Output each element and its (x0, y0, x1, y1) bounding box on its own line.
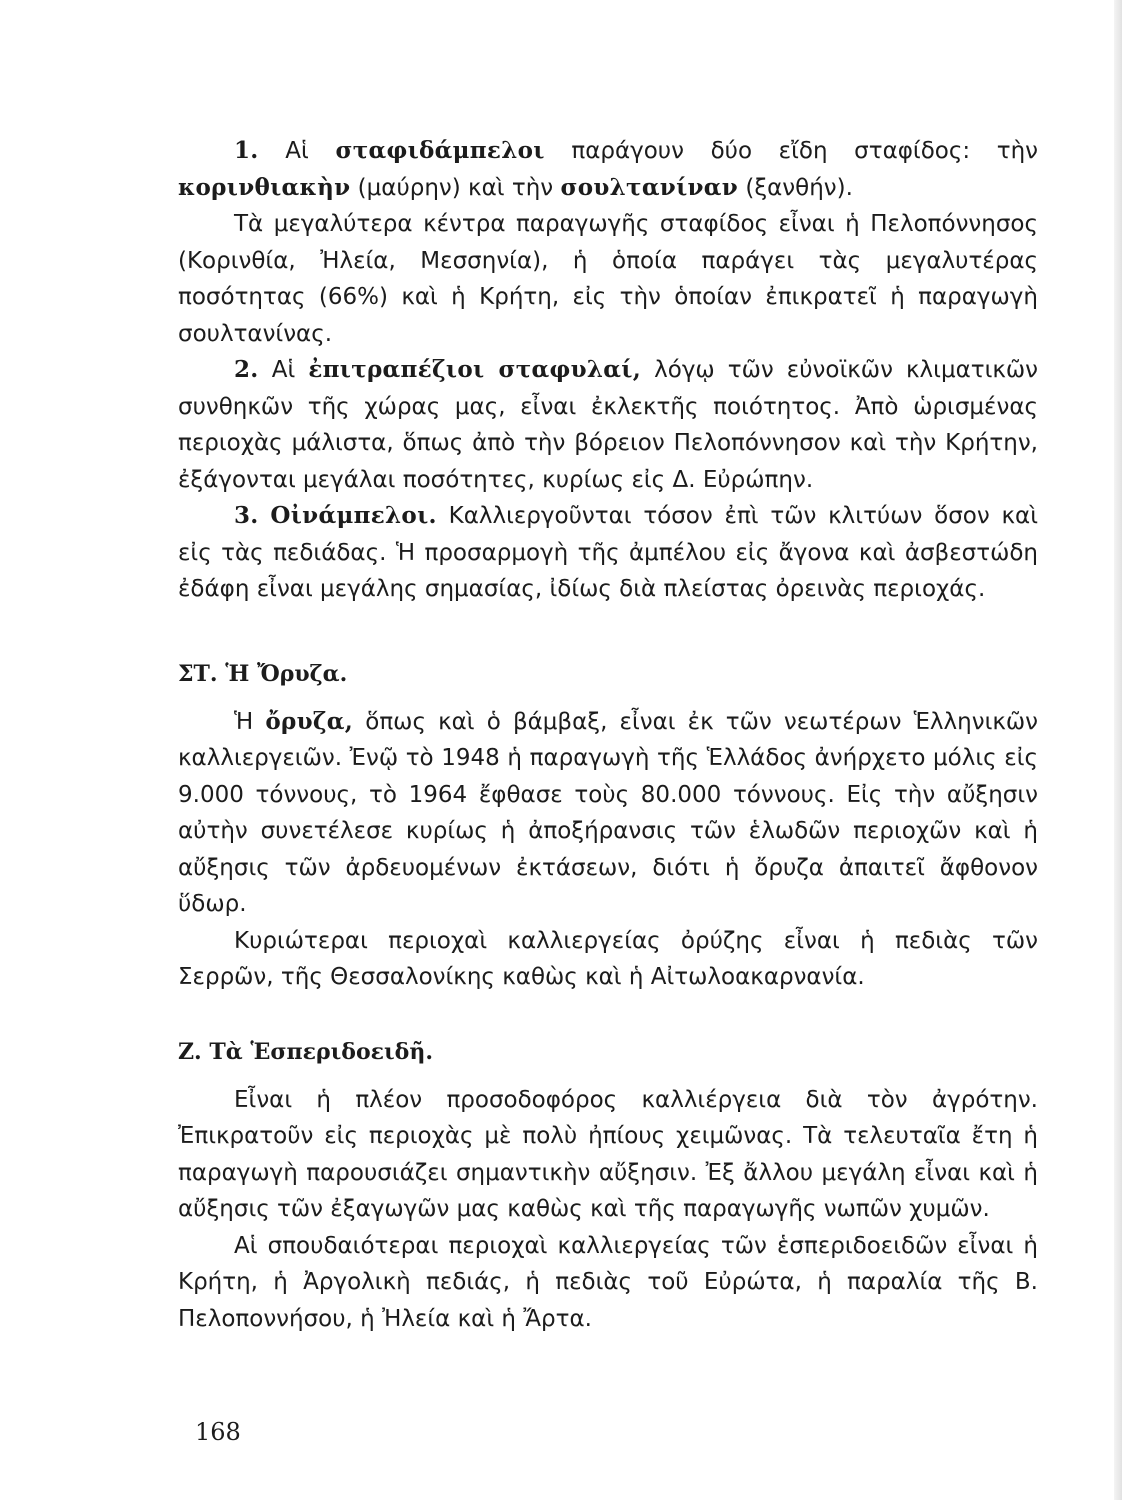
text-run: λόγῳ τῶν εὐνοϊκῶν κλιματικῶν συνθηκῶν τῆς χώρας μας, εἶναι ἐκλεκτῆς ποιότητος. Ἀπὸ ὡρισμένας περιοχὰς μάλιστα, ὅπως ἀπὸ τὴν βόρειον Πελοπόννησον καὶ τὴν Κρήτην, ἐξάγονται μεγάλαι ποσότητες, κυρίως εἰς Δ. Εὐρώπην. (178, 357, 1039, 493)
term-bold: Οἰνάμπελοι. (270, 502, 437, 529)
term-bold: ἐπιτραπέζιοι σταφυλαί, (308, 356, 642, 383)
page-edge (1114, 0, 1122, 1500)
paragraph-citrus-regions: Αἱ σπουδαιότεραι περιοχαὶ καλλιεργείας τῶν ἑσπεριδοειδῶν εἶναι ἡ Κρήτη, ἡ Ἀργολικὴ πεδιάς, ἡ πεδιὰς τοῦ Εὐρώτα, ἡ παραλία τῆς Β. Πελοποννήσου, ἡ Ἠλεία καὶ ἡ Ἄρτα. (178, 1232, 1038, 1332)
paragraph-citrus-overview: Εἶναι ἡ πλέον προσοδοφόρος καλλιέργεια διὰ τὸν ἀγρότην. Ἐπικρατοῦν εἰς περιοχὰς μὲ πολὺ ἠπίους χειμῶνας. Τὰ τελευταῖα ἔτη ἡ παραγωγὴ παρουσιάζει σημαντικὴν αὔξησιν. Ἐξ ἄλλου μεγάλη εἶναι καὶ ἡ αὔξησις τῶν ἐξαγωγῶν μας καθὼς καὶ τῆς παραγωγῆς νωπῶν χυμῶν. (178, 1086, 1038, 1222)
paragraph-wine-vines (178, 498, 1038, 608)
paragraph-table-grapes (178, 352, 1038, 498)
item-number: 3. (234, 502, 259, 529)
text-run: Αἱ (271, 357, 296, 383)
term-bold: ὄρυζα, (265, 707, 354, 735)
paragraph-rice-regions: Κυριώτεραι περιοχαὶ καλλιεργείας ὀρύζης εἶναι ἡ πεδιὰς τῶν Σερρῶν, τῆς Θεσσαλονίκης καθὼς καὶ ἡ Αἰτωλοακαρνανία. (178, 927, 1038, 990)
paragraph-raisin-centers: Τὰ μεγαλύτερα κέντρα παραγωγῆς σταφίδος εἶναι ἡ Πελοπόννησος (Κορινθία, Ἠλεία, Μεσσηνία), ἡ ὁποία παράγει τὰς μεγαλυτέρας ποσότητας (66%) καὶ ἡ Κρήτη, εἰς τὴν ὁποίαν ἐπικρατεῖ ἡ παραγωγὴ σουλτανίνας. (178, 211, 1038, 347)
item-number: 1. (234, 137, 259, 164)
term-bold: σουλτανίναν (560, 173, 739, 201)
page-number: 168 (195, 1418, 241, 1446)
section-heading-rice: ΣΤ. Ἡ Ὄρυζα. (178, 660, 348, 687)
text-block (178, 133, 1038, 1337)
term-bold: σταφιδάμπελοι (335, 137, 545, 164)
text-run: (ξανθήν). (745, 174, 853, 201)
item-number: 2. (234, 356, 259, 383)
text-run: παράγουν δύο εἴδη σταφίδος: τὴν (571, 138, 1039, 164)
text-run: ὅπως καὶ ὁ βάμβαξ, εἶναι ἐκ τῶν νεωτέρων Ἑλληνικῶν καλλιεργειῶν. Ἐνῷ τὸ 1948 ἡ παραγωγὴ τῆς Ἑλλάδος ἀνήρχετο μόλις εἰς 9.000 τόννους, τὸ 1964 ἔφθασε τοὺς 80.000 τόννους. Εἰς τὴν αὔξησιν αὐτὴν συνετέλεσε κυρίως ἡ ἀποξήρανσις τῶν ἑλωδῶν περιοχῶν καὶ ἡ αὔξησις τῶν ἀρδευομένων ἐκτάσεων, διότι ἡ ὄρυζα ἀπαιτεῖ ἄφθονον ὕδωρ. (178, 708, 1039, 917)
text-run: Ἡ (234, 708, 254, 735)
section-heading-citrus: Ζ. Τὰ Ἑσπεριδοειδῆ. (178, 1038, 433, 1065)
term-bold: κορινθιακὴν (178, 173, 351, 201)
text-run: Καλλιεργοῦνται τόσον ἐπὶ τῶν κλιτύων ὅσον καὶ εἰς τὰς πεδιάδας. Ἡ προσαρμογὴ τῆς ἀμπέλου εἰς ἄγονα καὶ ἀσβεστώδη ἐδάφη εἶναι μεγάλης σημασίας, ἰδίως διὰ πλείστας ὀρεινὰς περιοχάς. (178, 503, 1038, 602)
paragraph-rice-history (178, 704, 1038, 923)
text-run: Αἱ (285, 138, 309, 164)
text-run: (μαύρην) καὶ τὴν (357, 174, 554, 201)
paragraph-raisin-vines (178, 133, 1038, 206)
